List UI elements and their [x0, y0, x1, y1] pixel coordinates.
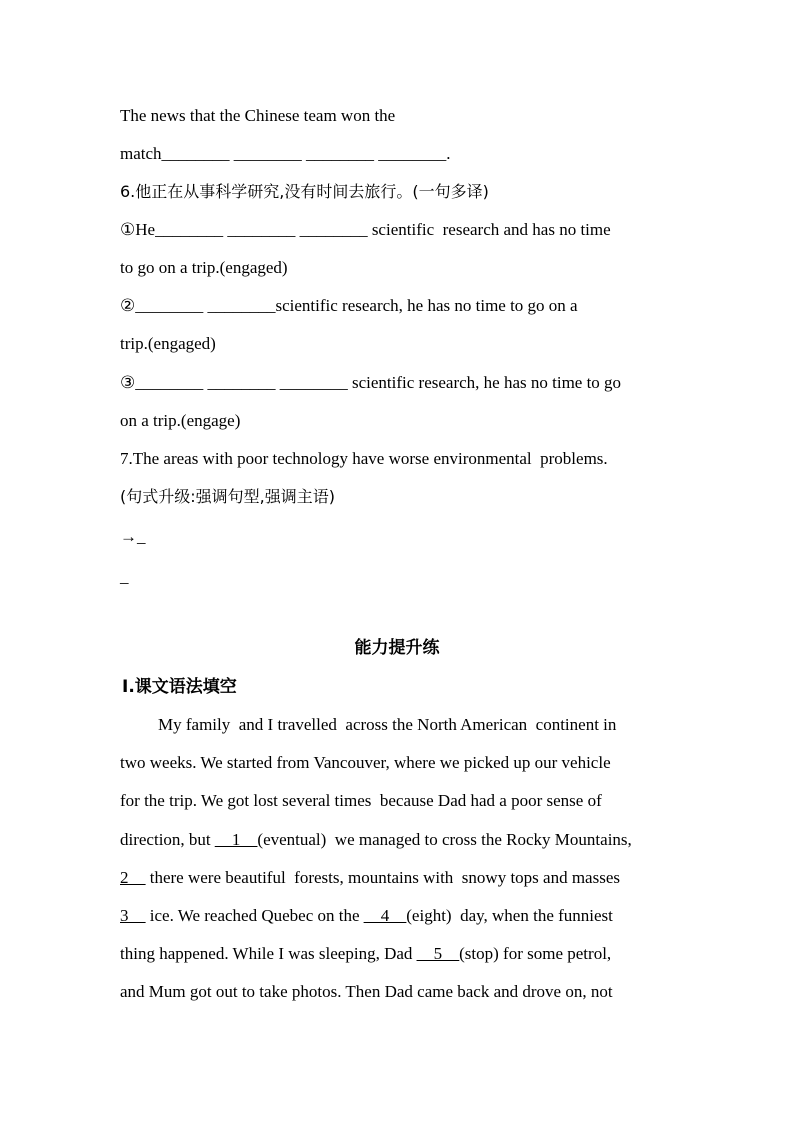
passage-text: thing happened. While I was sleeping, Dad	[120, 944, 417, 963]
text-line: (句式升级:强调句型,强调主语)	[120, 487, 335, 506]
blank-4: __4__	[363, 906, 407, 925]
passage-text: direction, but	[120, 830, 215, 849]
passage-line	[120, 829, 632, 851]
passage-text: (eight) day, when the funniest	[406, 906, 613, 925]
subsection-title: Ⅰ.课文语法填空	[122, 677, 237, 697]
passage-line	[120, 905, 613, 927]
arrow-line: →_	[120, 527, 146, 546]
passage-line: two weeks. We started from Vancouver, where we picked up our vehicle	[120, 753, 611, 772]
passage-line	[120, 943, 611, 965]
text-line: to go on a trip.(engaged)	[120, 258, 288, 277]
text-line: The news that the Chinese team won the	[120, 106, 396, 125]
passage-text: ice. We reached Quebec on the	[145, 906, 364, 925]
text-line: ③________ ________ ________ scientific research, he has no time to go	[120, 373, 622, 392]
blank-line: _	[120, 567, 129, 586]
blank-3: 3__	[120, 906, 146, 925]
section-title: 能力提升练	[354, 638, 440, 658]
passage-line: for the trip. We got lost several times because Dad had a poor sense of	[120, 791, 602, 810]
passage-line	[120, 867, 620, 889]
blank-1: __1__	[214, 830, 258, 849]
blank-5: __5__	[416, 944, 460, 963]
passage-text: there were beautiful forests, mountains with snowy tops and masses	[145, 868, 620, 887]
passage-line: My family and I travelled across the North American continent in	[158, 715, 617, 734]
blank-2: 2__	[120, 868, 146, 887]
question-6: 6.他正在从事科学研究,没有时间去旅行。(一句多译)	[120, 182, 489, 201]
text-line: on a trip.(engage)	[120, 411, 241, 430]
passage-text: (eventual) we managed to cross the Rocky Mountains,	[257, 830, 632, 849]
text-line: match________ ________ ________ ________.	[120, 144, 451, 163]
text-line: ①He________ ________ ________ scientific research and has no time	[120, 220, 611, 239]
passage-text: (stop) for some petrol,	[459, 944, 612, 963]
question-7: 7.The areas with poor technology have worse environmental problems.	[120, 449, 608, 468]
passage-line: and Mum got out to take photos. Then Dad came back and drove on, not	[120, 982, 613, 1001]
text-line: ②________ ________scientific research, he has no time to go on a	[120, 296, 578, 315]
text-line: trip.(engaged)	[120, 334, 216, 353]
